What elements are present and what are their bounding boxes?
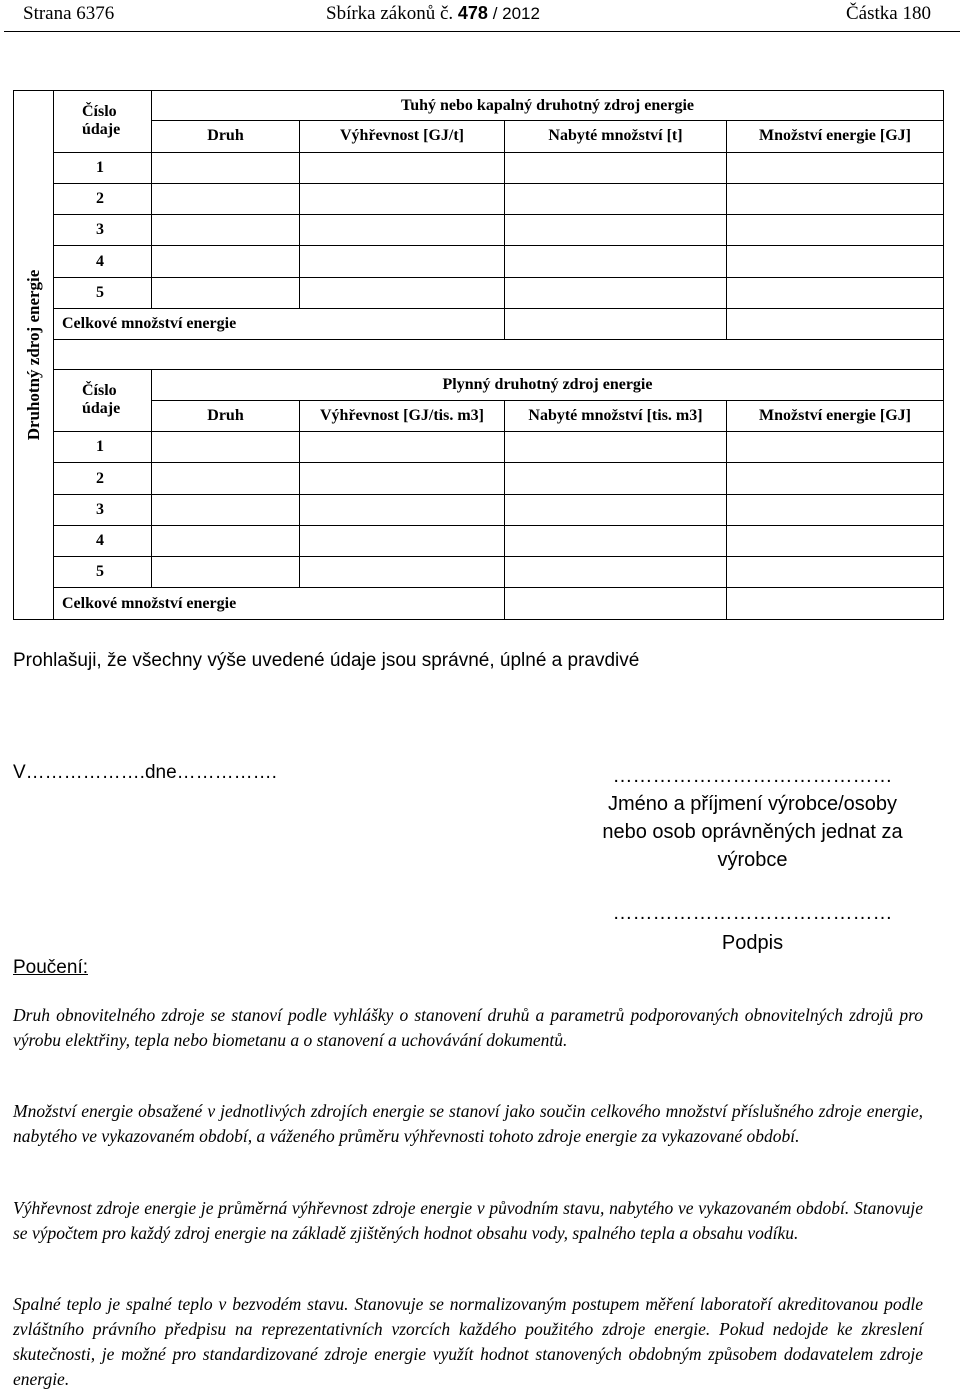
- input-cell[interactable]: [505, 215, 727, 246]
- table-row: [14, 215, 944, 246]
- header-rule: [4, 31, 960, 32]
- input-cell[interactable]: [152, 246, 300, 277]
- input-cell[interactable]: [505, 432, 727, 463]
- column-header: Výhřevnost [GJ/tis. m3]: [300, 400, 505, 431]
- energy-source-form: [13, 90, 944, 620]
- column-header: Druh: [152, 400, 300, 431]
- column-header: Nabyté množství [t]: [505, 121, 727, 152]
- input-cell[interactable]: [505, 588, 727, 620]
- input-cell[interactable]: [300, 463, 505, 494]
- side-label: Druhotný zdroj energie: [23, 269, 43, 441]
- input-cell[interactable]: [727, 463, 944, 494]
- instruction-paragraph: Výhřevnost zdroje energie je průměrná výhřevnost zdroje energie v původním stavu, nabytého ve vykazovaném období. Stanovuje se výpočtem pro každý zdroj energie na základě zjištěných hodnot obsahu vody, spalného tepla a obsahu vodíku.: [13, 1198, 923, 1243]
- table-row: [14, 525, 944, 556]
- column-header: Množství energie [GJ]: [727, 400, 944, 431]
- table-row: [14, 277, 944, 308]
- input-cell[interactable]: [505, 463, 727, 494]
- spacer-cell: [54, 340, 944, 369]
- input-cell[interactable]: [300, 277, 505, 308]
- instruction-paragraph: Druh obnovitelného zdroje se stanoví podle vyhlášky o stanovení druhů a parametrů podporovaných obnovitelných zdrojů pro výrobu elektřiny, tepla nebo biometanu a o stanovení a uchovávání dokumentů.: [13, 1005, 923, 1050]
- table-row: [14, 152, 944, 183]
- input-cell[interactable]: [152, 215, 300, 246]
- input-cell[interactable]: [152, 432, 300, 463]
- number-header: [54, 91, 152, 153]
- input-cell[interactable]: [300, 246, 505, 277]
- name-label-line1: Jméno a příjmení výrobce/osoby: [607, 793, 898, 815]
- column-header: Výhřevnost [GJ/t]: [300, 121, 505, 152]
- collection-reference: [326, 3, 540, 25]
- input-cell[interactable]: [300, 494, 505, 525]
- input-cell[interactable]: [727, 183, 944, 214]
- number-label-line2: údaje: [82, 400, 121, 418]
- input-cell[interactable]: [152, 277, 300, 308]
- input-cell[interactable]: [300, 152, 505, 183]
- instruction-paragraph: Spalné teplo je spalné teplo v bezvodém stavu. Stanovuje se normalizovaným postupem měření laboratoří akreditovanou podle zvláštního právního předpisu na reprezentativních vzorcích každého použitého zdroje energie. Pokud nedojde ke zkreslení skutečnosti, je možné pro standardizované zdroje energie využít hodnot stanovených obdobným způsobem dodavatelem zdroje energie.: [13, 1294, 923, 1389]
- section-spacer: [14, 340, 944, 369]
- signature-label: Podpis: [721, 932, 784, 954]
- number-label-line1: Číslo: [82, 382, 117, 400]
- name-label-line3: výrobce: [717, 849, 788, 871]
- row-number: 1: [54, 152, 152, 183]
- column-header: Množství energie [GJ]: [727, 121, 944, 152]
- input-cell[interactable]: [300, 183, 505, 214]
- row-number: 4: [54, 246, 152, 277]
- name-label-line2: nebo osob oprávněných jednat za: [602, 821, 903, 843]
- place-date-line: V……………….dne…………….: [13, 762, 277, 783]
- row-number: 5: [54, 557, 152, 588]
- input-cell[interactable]: [505, 557, 727, 588]
- input-cell[interactable]: [727, 246, 944, 277]
- row-number: 2: [54, 183, 152, 214]
- table-row: [14, 246, 944, 277]
- table-row: [14, 463, 944, 494]
- input-cell[interactable]: [152, 152, 300, 183]
- input-cell[interactable]: [152, 525, 300, 556]
- row-number: 3: [54, 494, 152, 525]
- row-number: 5: [54, 277, 152, 308]
- gas-column-headers: [14, 400, 944, 431]
- input-cell[interactable]: [727, 277, 944, 308]
- table-row: [14, 557, 944, 588]
- input-cell[interactable]: [727, 525, 944, 556]
- input-cell[interactable]: [152, 463, 300, 494]
- input-cell[interactable]: [505, 183, 727, 214]
- solid-column-headers: [14, 121, 944, 152]
- row-number: 4: [54, 525, 152, 556]
- input-cell[interactable]: [300, 525, 505, 556]
- input-cell[interactable]: [727, 152, 944, 183]
- table-row: [14, 432, 944, 463]
- collection-number: 478: [457, 3, 488, 23]
- input-cell[interactable]: [300, 557, 505, 588]
- instruction-paragraph: Množství energie obsažené v jednotlivých zdrojích energie se stanoví jako součin celkového množství příslušného zdroje energie, nabytého ve vykazovaném období, a váženého průměru výhřevnosti tohoto zdroje energie za vykazované období.: [13, 1101, 923, 1146]
- part-number: Částka 180: [846, 3, 931, 24]
- total-row: [14, 308, 944, 339]
- column-header: Druh: [152, 121, 300, 152]
- solid-section-title: Tuhý nebo kapalný druhotný zdroj energie: [152, 91, 944, 121]
- table-row: [14, 183, 944, 214]
- declaration-text: Prohlašuji, že všechny výše uvedené údaje jsou správné, úplné a pravdivé: [13, 650, 640, 671]
- input-cell[interactable]: [727, 557, 944, 588]
- input-cell[interactable]: [727, 215, 944, 246]
- column-header: Nabyté množství [tis. m3]: [505, 400, 727, 431]
- total-label: Celkové množství energie: [54, 588, 505, 620]
- input-cell[interactable]: [505, 308, 727, 339]
- side-label-cell: [14, 91, 54, 620]
- number-header: [54, 369, 152, 432]
- input-cell[interactable]: [505, 246, 727, 277]
- input-cell[interactable]: [300, 215, 505, 246]
- name-dots: ……………………………………: [612, 765, 893, 787]
- instructions-heading: Poučení:: [13, 957, 88, 978]
- input-cell[interactable]: [505, 277, 727, 308]
- collection-prefix: Sbírka zákonů č.: [326, 3, 454, 24]
- input-cell[interactable]: [152, 494, 300, 525]
- row-number: 1: [54, 432, 152, 463]
- input-cell[interactable]: [152, 557, 300, 588]
- row-number: 3: [54, 215, 152, 246]
- total-label: Celkové množství energie: [54, 308, 505, 339]
- input-cell[interactable]: [727, 588, 944, 620]
- signature-block: [560, 898, 945, 958]
- input-cell[interactable]: [505, 494, 727, 525]
- input-cell[interactable]: [300, 432, 505, 463]
- input-cell[interactable]: [727, 432, 944, 463]
- row-number: 2: [54, 463, 152, 494]
- name-block: [560, 762, 945, 874]
- gas-section-title: Plynný druhotný zdroj energie: [152, 369, 944, 400]
- collection-year: / 2012: [492, 4, 540, 23]
- total-row: [14, 588, 944, 620]
- number-label-line1: Číslo: [82, 103, 117, 121]
- table-row: [14, 494, 944, 525]
- input-cell[interactable]: [505, 525, 727, 556]
- input-cell[interactable]: [727, 494, 944, 525]
- signature-dots: ……………………………………: [612, 902, 893, 924]
- input-cell[interactable]: [152, 183, 300, 214]
- input-cell[interactable]: [727, 308, 944, 339]
- input-cell[interactable]: [505, 152, 727, 183]
- page-number: Strana 6376: [23, 3, 115, 24]
- number-label-line2: údaje: [82, 121, 121, 139]
